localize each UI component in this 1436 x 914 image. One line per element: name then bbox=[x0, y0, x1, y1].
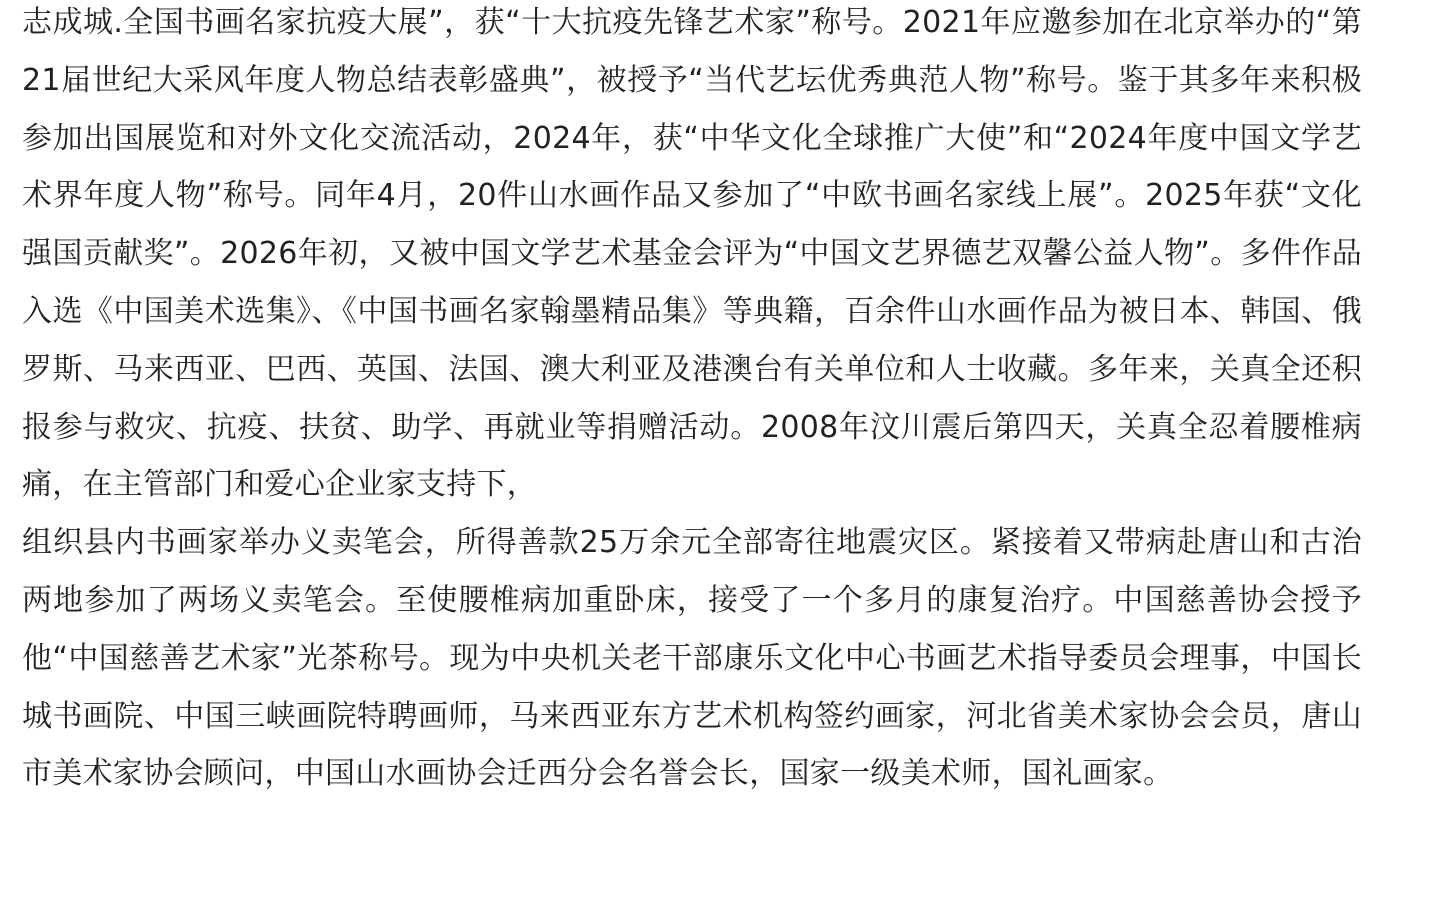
article-body bbox=[22, 0, 1362, 803]
article-paragraph: 志成城.全国书画名家抗疫大展”，获“十大抗疫先锋艺术家”称号。2021年应邀参加在北京举办的“第21届世纪大采风年度人物总结表彰盛典”，被授予“当代艺坛优秀典范人物”称号。鉴于其多年来积极参加出国展览和对外文化交流活动，2024年，获“中华文化全球推广大使”和“2024年度中国文学艺术界年度人物”称号。同年4月，20件山水画作品又参加了“中欧书画名家线上展”。2025年获“文化强国贡献奖”。2026年初，又被中国文学艺术基金会评为“中国文艺界德艺双馨公益人物”。多件作品入选《中国美术选集》、《中国书画名家翰墨精品集》等典籍，百余件山水画作品为被日本、韩国、俄罗斯、马来西亚、巴西、英国、法国、澳大利亚及港澳台有关单位和人士收藏。多年来，关真全还积报参与救灾、抗疫、扶贫、助学、再就业等捐赠活动。2008年汶川震后第四天，关真全忍着腰椎病痛，在主管部门和爱心企业家支持下， bbox=[22, 5, 1362, 503]
article-paragraph: 组织县内书画家举办义卖笔会，所得善款25万余元全部寄往地震灾区。紧接着又带病赴唐山和古治两地参加了两场义卖笔会。至使腰椎病加重卧床，接受了一个多月的康复治疗。中国慈善协会授予他“中国慈善艺术家”光茶称号。现为中央机关老干部康乐文化中心书画艺术指导委员会理事，中国长城书画院、中国三峡画院特聘画师，马来西亚东方艺术机构签约画家，河北省美术家协会会员，唐山市美术家协会顾问，中国山水画协会迁西分会名誉会长，国家一级美术师，国礼画家。 bbox=[22, 525, 1362, 792]
